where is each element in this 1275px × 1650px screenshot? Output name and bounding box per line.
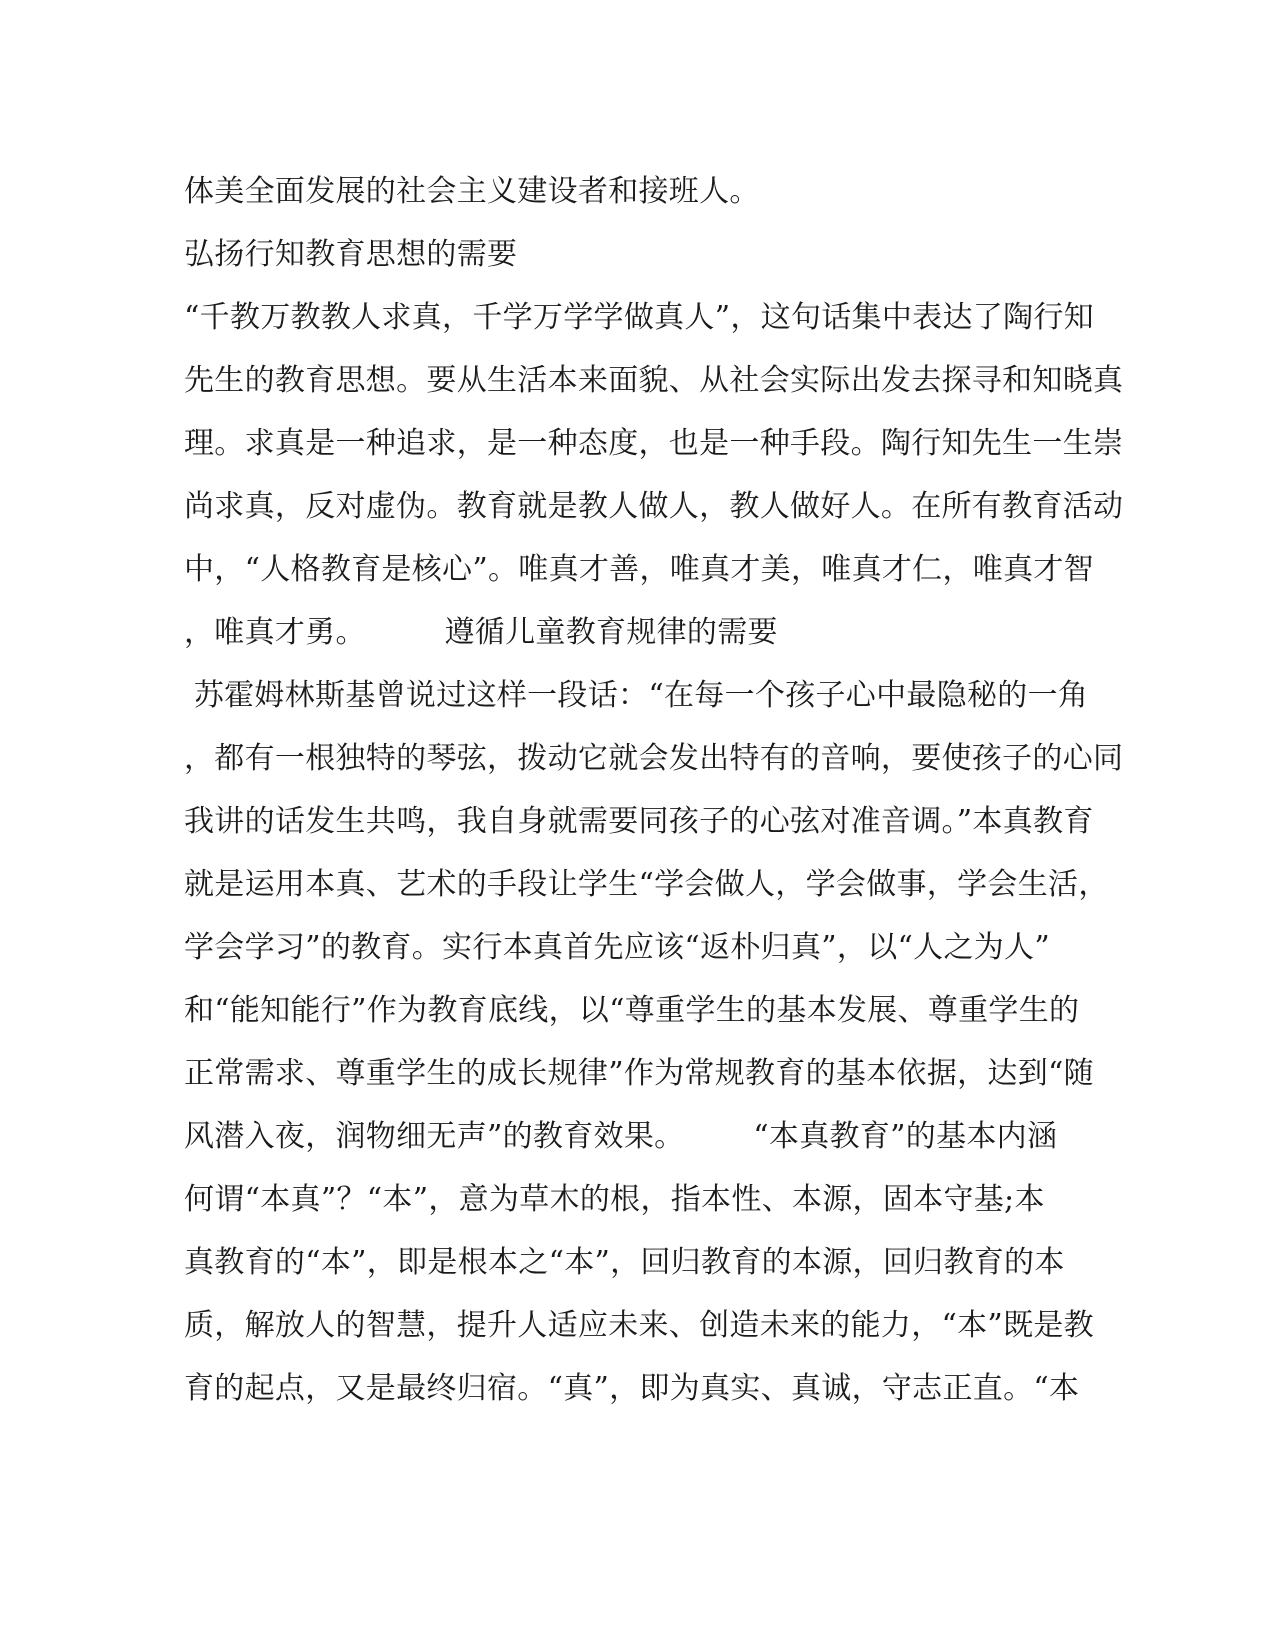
text-line: 和“能知能行”作为教育底线，以“尊重学生的基本发展、尊重学生的: [184, 993, 1080, 1028]
text-line: 先生的教育思想。要从生活本来面貌、从社会实际出发去探寻和知晓真: [184, 363, 1124, 398]
text-line: ，唯真才勇。 遵循儿童教育规律的需要: [184, 615, 778, 650]
text-line: 质，解放人的智慧，提升人适应未来、创造未来的能力，“本”既是教: [184, 1308, 1094, 1343]
text-line: 真教育的“本”，即是根本之“本”，回归教育的本源，回归教育的本: [184, 1245, 1065, 1280]
text-line: 就是运用本真、艺术的手段让学生“学会做人，学会做事，学会生活，: [184, 867, 1109, 902]
text-line: 中，“人格教育是核心”。唯真才善，唯真才美，唯真才仁，唯真才智: [184, 552, 1094, 587]
text-line: 体美全面发展的社会主义建设者和接班人。: [184, 174, 760, 209]
text-line: 理。求真是一种追求，是一种态度，也是一种手段。陶行知先生一生崇: [184, 426, 1124, 461]
text-line: 正常需求、尊重学生的成长规律”作为常规教育的基本依据，达到“随: [184, 1056, 1094, 1091]
text-line: 学会学习”的教育。实行本真首先应该“返朴归真”，以“人之为人”: [184, 930, 1050, 965]
text-line: “千教万教教人求真，千学万学学做真人”，这句话集中表达了陶行知: [184, 300, 1094, 335]
text-line: 我讲的话发生共鸣，我自身就需要同孩子的心弦对准音调。”本真教育: [184, 804, 1094, 839]
section-heading: 弘扬行知教育思想的需要: [184, 237, 518, 272]
text-line: 育的起点，又是最终归宿。“真”，即为真实、真诚，守志正直。“本: [184, 1371, 1080, 1406]
text-line: 苏霍姆林斯基曾说过这样一段话：“在每一个孩子心中最隐秘的一角: [184, 678, 1089, 713]
text-line: 风潜入夜，润物细无声”的教育效果。 “本真教育”的基本内涵: [184, 1119, 1058, 1154]
text-line: 何谓“本真”？“本”，意为草木的根，指本性、本源，固本守基;本: [184, 1182, 1045, 1217]
text-line: ，都有一根独特的琴弦，拨动它就会发出特有的音响，要使孩子的心同: [184, 741, 1124, 776]
body-text: [184, 160, 1124, 1420]
text-line: 尚求真，反对虚伪。教育就是教人做人，教人做好人。在所有教育活动: [184, 489, 1124, 524]
